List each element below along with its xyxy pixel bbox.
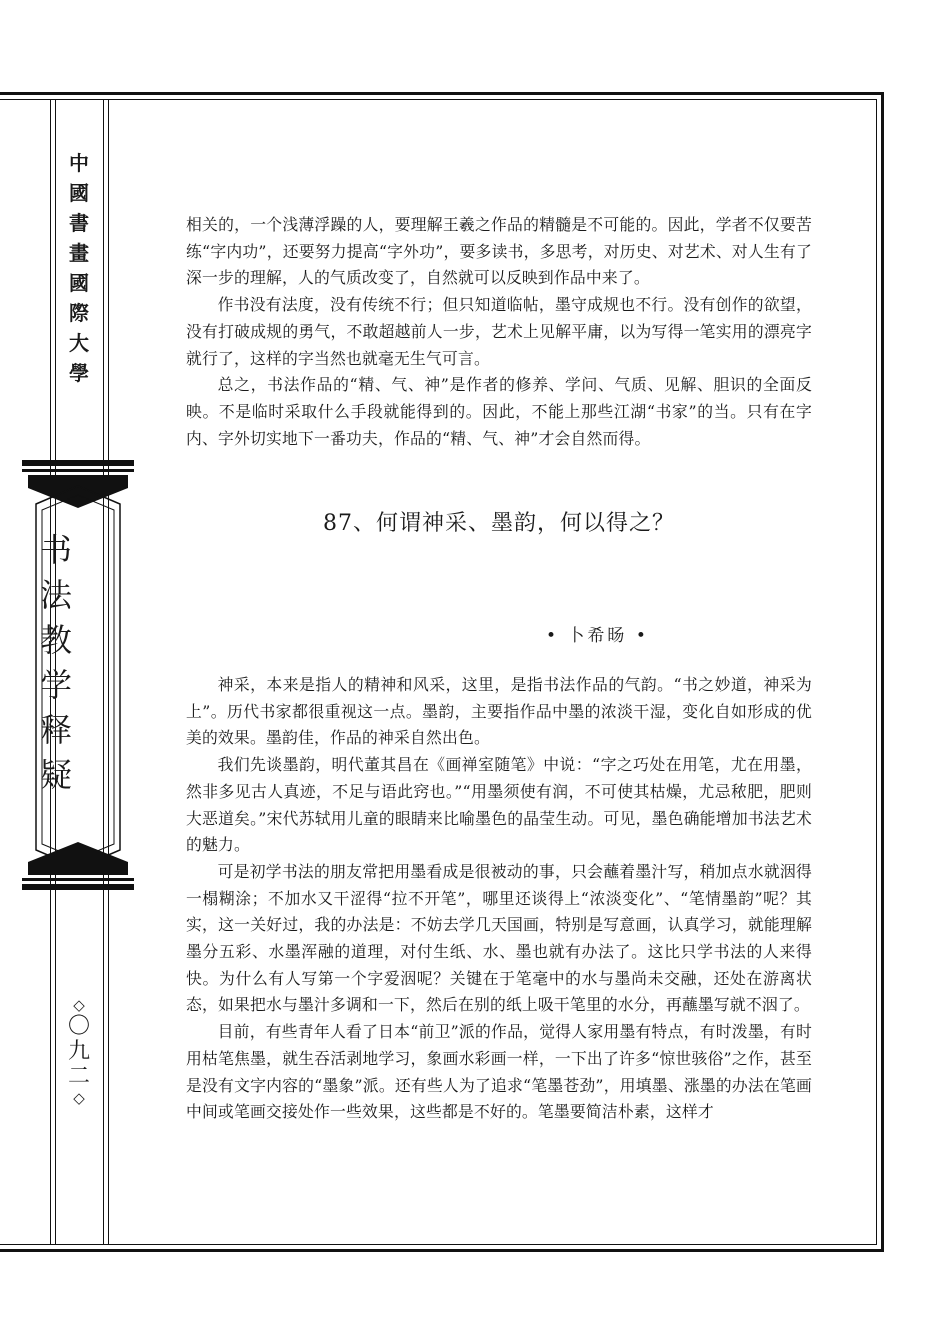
university-title-char: 書: [69, 211, 89, 235]
book-title-char: 书: [39, 531, 72, 569]
section-title: 87、何谓神采、墨韵，何以得之？: [323, 511, 675, 536]
page-number-char: 九: [67, 1039, 90, 1064]
university-title-char: 畫: [69, 241, 89, 265]
paragraph: 神采，本来是指人的精神和风采，这里，是指书法作品的气韵。“书之妙道，神采为上”。历代书家都很重视这一点。墨韵，主要指作品中墨的浓淡干湿，变化自如形成的优美的效果。墨韵佳，作品的神采自然出色。: [186, 675, 812, 748]
university-title: [60, 148, 98, 388]
university-title-char: 國: [69, 181, 89, 205]
book-title-char: 教: [39, 621, 72, 659]
diamond-icon: ◇: [73, 1089, 85, 1107]
author-name: • 卜希旸 •: [546, 626, 649, 646]
page-number: [58, 996, 100, 1107]
paragraph: 作书没有法度，没有传统不行；但只知道临帖，墨守成规也不行。没有创作的欲望，没有打破成规的勇气，不敢超越前人一步，艺术上见解平庸，以为写得一笔实用的漂亮字就行了，这样的字当然也就毫无生气可言。: [186, 295, 812, 368]
body-text-top: [186, 212, 812, 452]
book-title-char: 疑: [39, 756, 72, 794]
book-title-char: 学: [39, 666, 72, 704]
body-text-main: [186, 672, 812, 1126]
paragraph: 我们先谈墨韵，明代董其昌在《画禅室随笔》中说：“字之巧处在用笔，尤在用墨，然非多见古人真迹，不足与语此窍也。”“用墨须使有润，不可使其枯燥，尤忌秾肥，肥则大恶道矣。”宋代苏轼用儿童的眼睛来比喻墨色的晶莹生动。可见，墨色确能增加书法艺术的魅力。: [186, 755, 812, 855]
paragraph: 目前，有些青年人看了日本“前卫”派的作品，觉得人家用墨有特点，有时泼墨，有时用枯笔焦墨，就生吞活剥地学习，象画水彩画一样，一下出了许多“惊世骇俗”之作，甚至是没有文字内容的“墨象”派。还有些人为了追求“笔墨苍劲”，用填墨、涨墨的办法在笔画中间或笔画交接处作一些效果，这些都是不好的。笔墨要简洁朴素，这样才: [186, 1022, 812, 1122]
university-title-char: 中: [69, 151, 89, 175]
paragraph: 总之，书法作品的“精、气、神”是作者的修养、学问、气质、见解、胆识的全面反映。不是临时采取什么手段就能得到的。因此，不能上那些江湖“书家”的当。只有在字内、字外切实地下一番功夫，作品的“精、气、神”才会自然而得。: [186, 375, 812, 448]
university-title-char: 大: [69, 331, 89, 355]
paragraph: 可是初学书法的朋友常把用墨看成是很被动的事，只会蘸着墨汁写，稍加点水就洇得一榻糊涂；不加水又干涩得“拉不开笔”，哪里还谈得上“浓淡变化”、“笔情墨韵”呢？其实，这一关好过，我的办法是：不妨去学几天国画，特别是写意画，认真学习，就能理解墨分五彩、水墨浑融的道理，对付生纸、水、墨也就有办法了。这比只学书法的人来得快。为什么有人写第一个字爱洇呢？关键在于笔毫中的水与墨尚未交融，还处在游离状态，如果把水与墨汁多调和一下，然后在别的纸上吸干笔里的水分，再蘸墨写就不洇了。: [186, 861, 812, 1015]
page-number-char: 二: [67, 1064, 90, 1089]
diamond-icon: ◇: [73, 996, 85, 1014]
university-title-char: 學: [69, 361, 89, 385]
page-number-char: 〇: [67, 1014, 90, 1039]
book-title-char: 法: [39, 576, 72, 614]
university-title-char: 國: [69, 271, 89, 295]
book-title: [28, 528, 84, 798]
university-title-char: 際: [69, 301, 89, 325]
paragraph: 相关的，一个浅薄浮躁的人，要理解王羲之作品的精髓是不可能的。因此，学者不仅要苦练“字内功”，还要努力提高“字外功”，要多读书，多思考，对历史、对艺术、对人生有了深一步的理解，人的气质改变了，自然就可以反映到作品中来了。: [186, 215, 812, 288]
book-title-char: 释: [39, 711, 72, 749]
